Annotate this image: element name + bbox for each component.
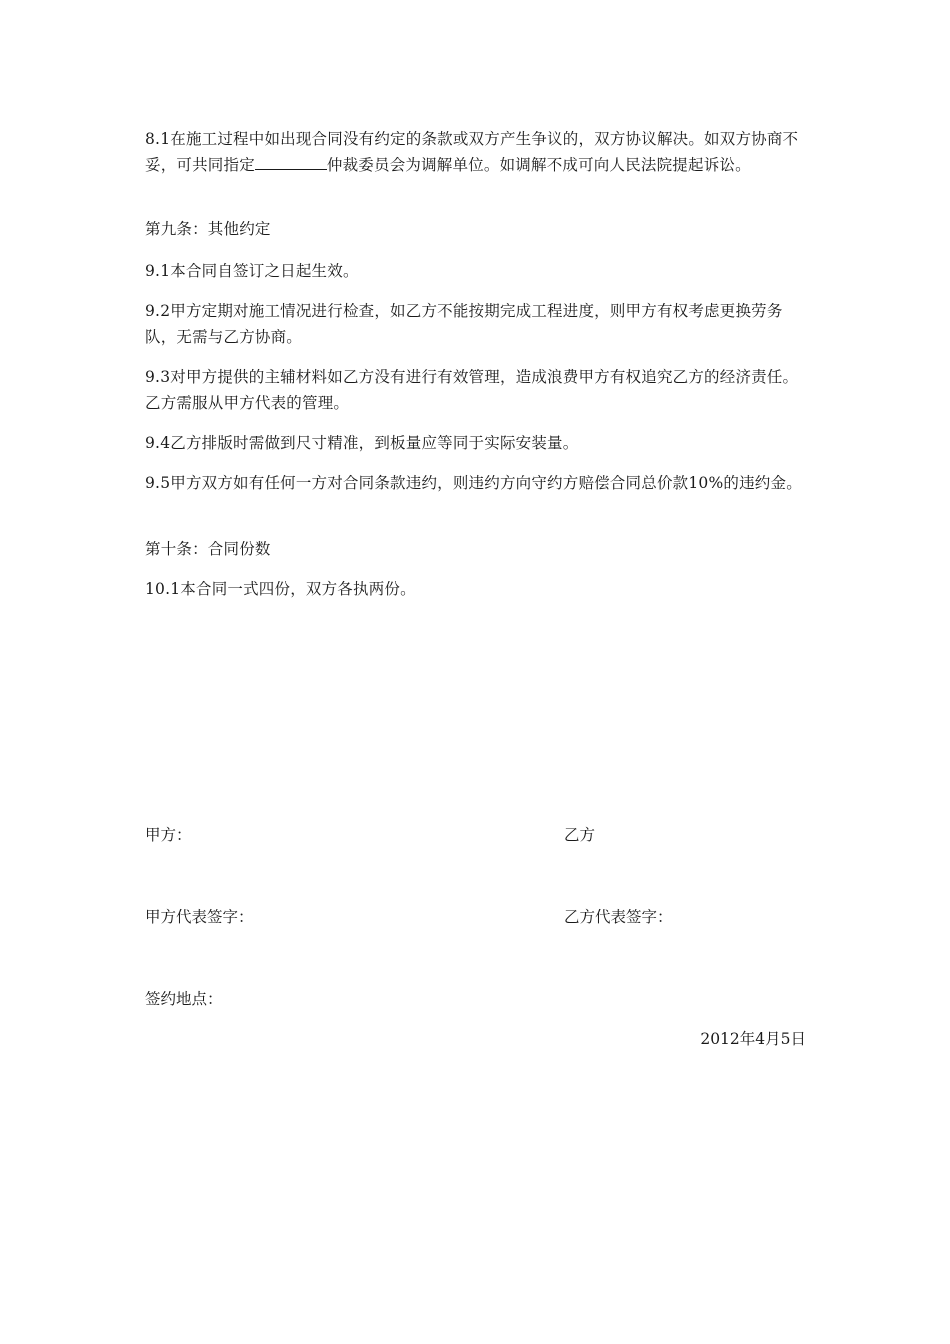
party-b-rep-signature-label: 乙方代表签字：	[564, 908, 673, 926]
party-a-rep-signature-label: 甲方代表签字：	[145, 908, 254, 926]
clause-8-1-text-a: 8.1在施工过程中如出现合同没有约定的条款或双方产生争议的，双方协议解决。如双方协商不妥，可共同指定	[145, 130, 799, 174]
clause-9-4: 9.4乙方排版时需做到尺寸精准，到板量应等同于实际安装量。	[145, 434, 579, 452]
clause-9-5: 9.5甲方双方如有任何一方对合同条款违约，则违约方向守约方赔偿合同总价款10%的违约金。	[145, 474, 802, 492]
clause-9-2: 9.2甲方定期对施工情况进行检查，如乙方不能按期完成工程进度，则甲方有权考虑更换劳务队，无需与乙方协商。	[145, 302, 783, 346]
clause-9-3: 9.3对甲方提供的主辅材料如乙方没有进行有效管理，造成浪费甲方有权追究乙方的经济责任。乙方需服从甲方代表的管理。	[145, 368, 799, 412]
clause-10-1: 10.1本合同一式四份，双方各执两份。	[145, 580, 416, 598]
clause-8-1-text-b: 仲裁委员会为调解单位。如调解不成可向人民法院提起诉讼。	[326, 156, 751, 174]
party-b-label: 乙方	[564, 826, 596, 844]
party-a-label: 甲方：	[145, 826, 192, 844]
arbitration-blank-line	[255, 152, 327, 170]
signing-date: 2012年4月5日	[700, 1030, 806, 1048]
signing-location-label: 签约地点：	[145, 990, 223, 1008]
article-10-heading: 第十条：合同份数	[145, 540, 271, 558]
article-9-heading: 第九条：其他约定	[145, 220, 271, 238]
clause-8-1	[145, 126, 809, 178]
clause-9-1: 9.1本合同自签订之日起生效。	[145, 262, 359, 280]
